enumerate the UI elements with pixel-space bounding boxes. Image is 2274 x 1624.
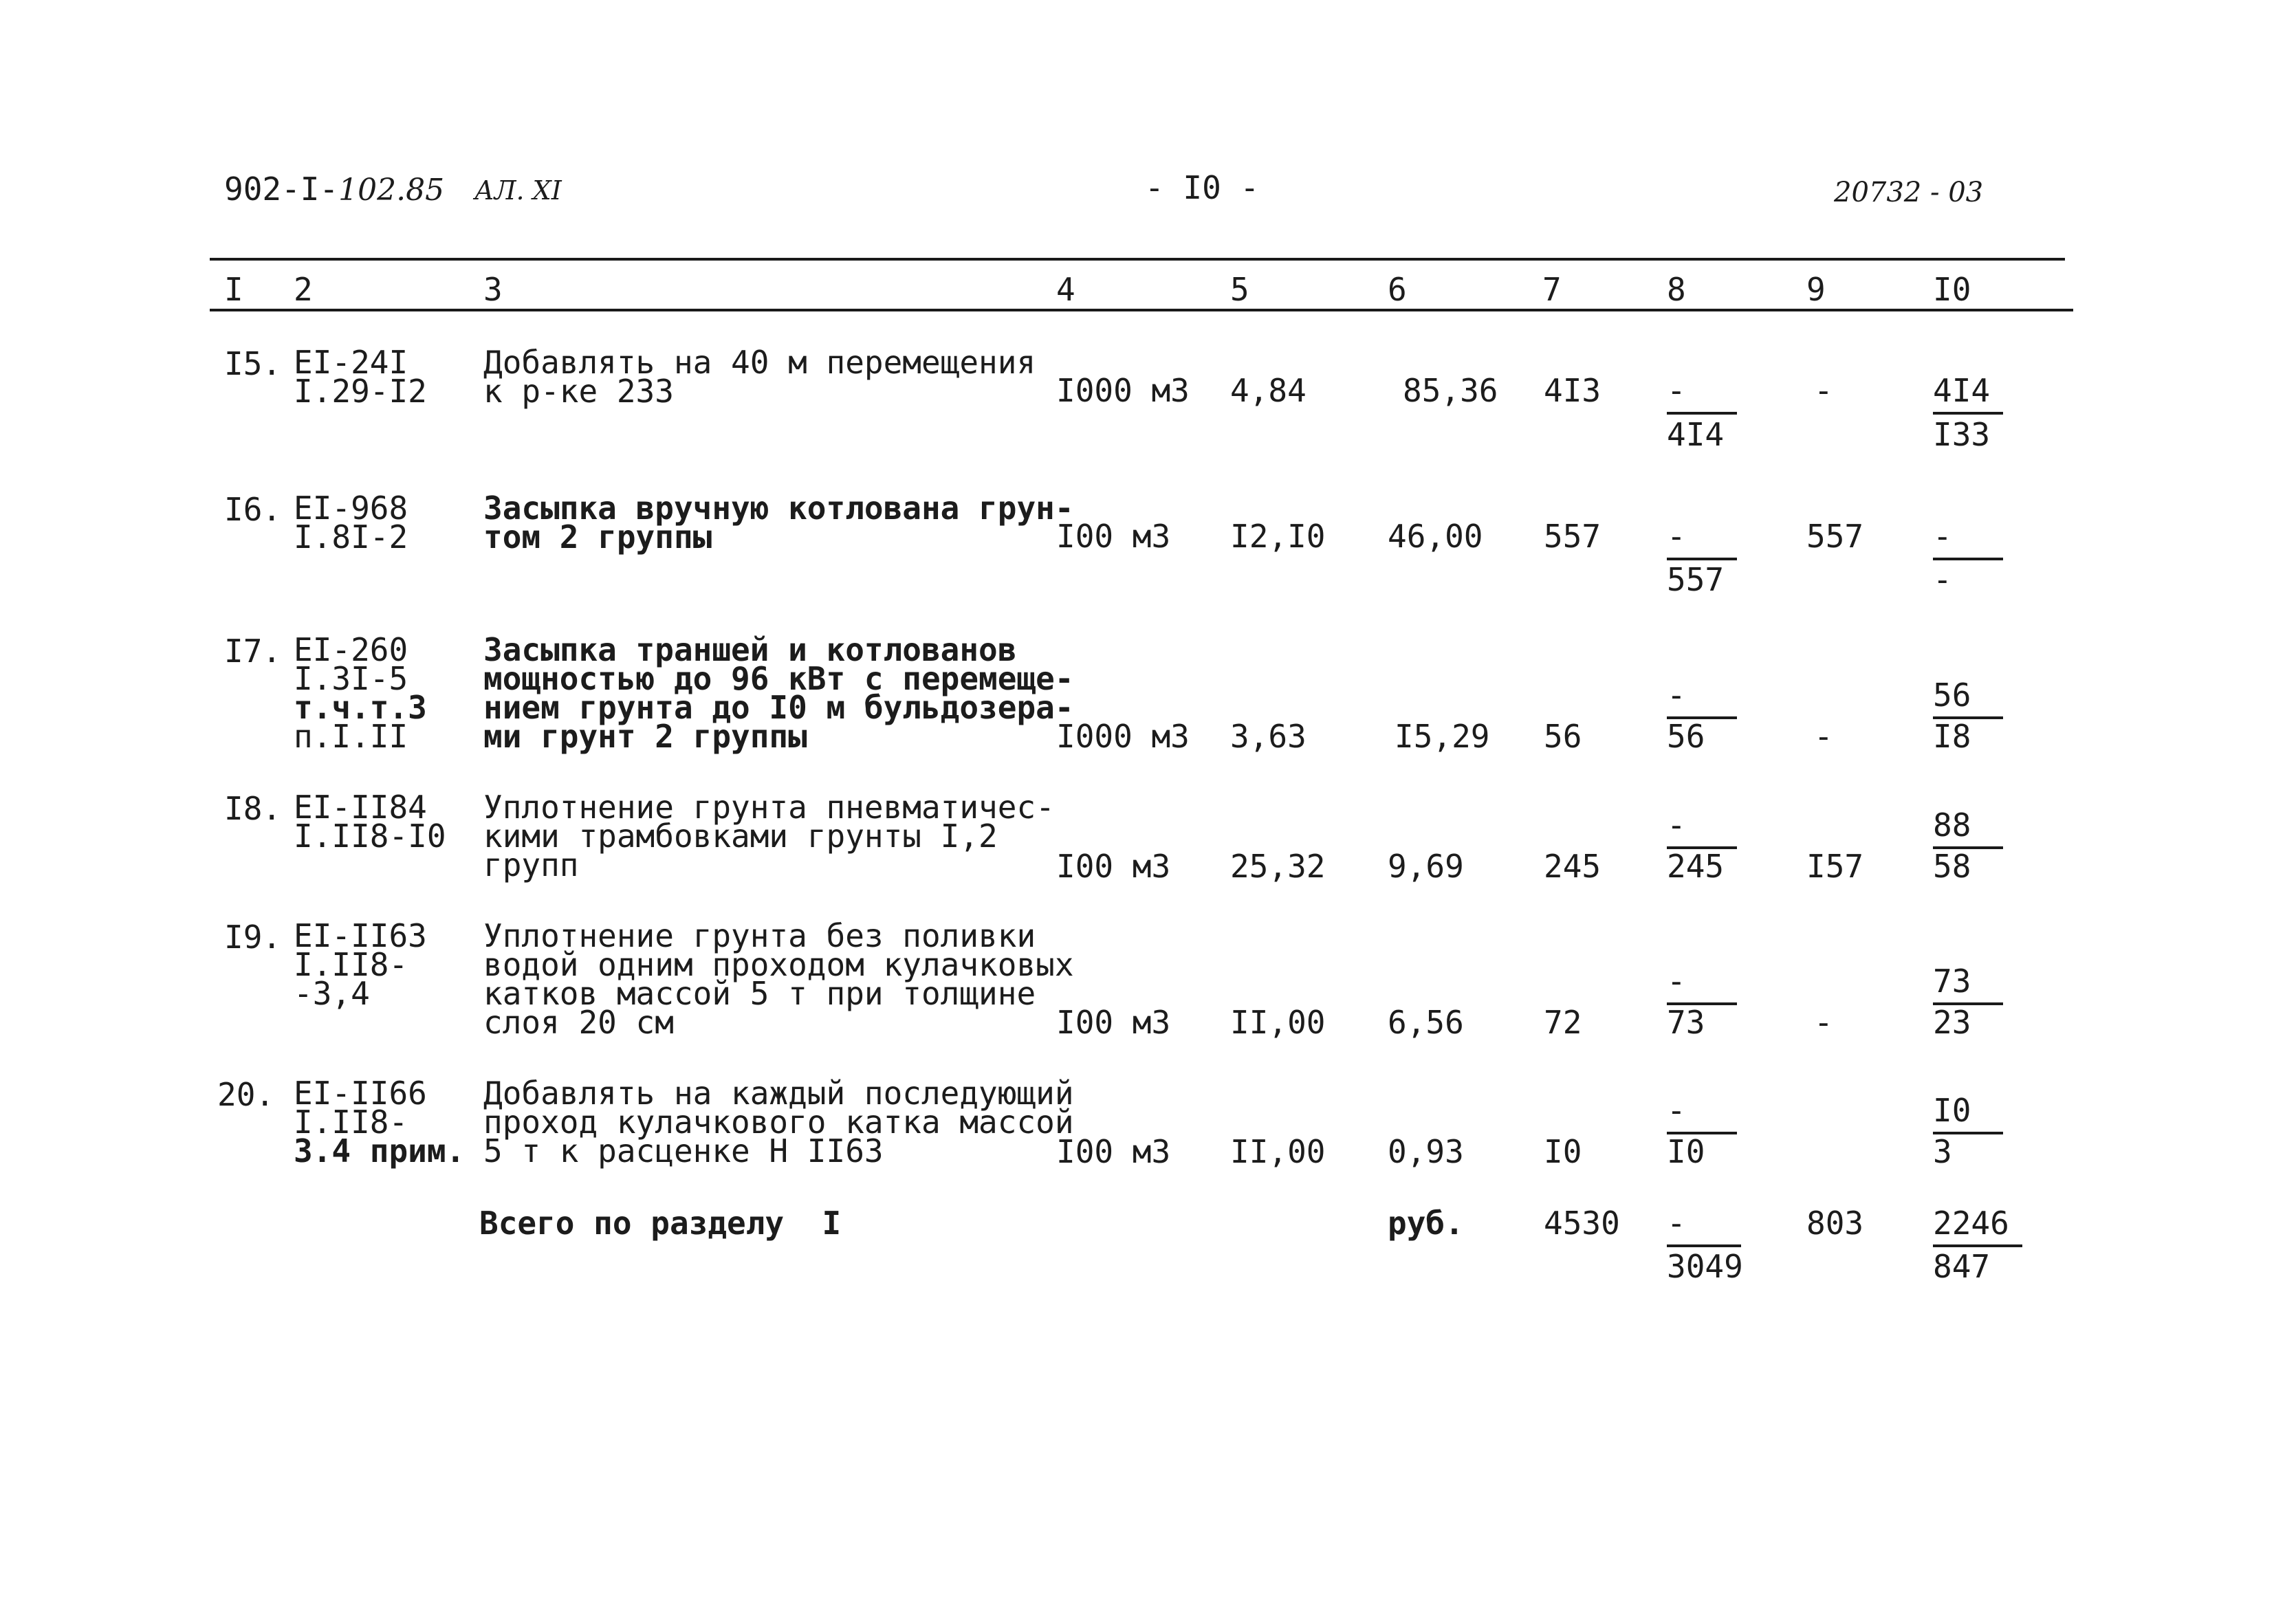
summary-col10-top: 2246: [1933, 1207, 2022, 1247]
page-number: - I0 -: [1145, 169, 1260, 206]
document-number: [224, 173, 444, 206]
unit-price-cell: 9,69: [1388, 848, 1464, 885]
col10-top: I0: [1933, 1095, 2003, 1134]
total-cost-cell: 72: [1544, 1004, 1582, 1041]
work-description: Засыпка траншей и котлованов мощностью до 96 кВт с перемеще- нием грунта до I0 м бульдозера- ми грунт 2 группы: [483, 631, 1074, 755]
quantity-cell: II,00: [1230, 1133, 1326, 1170]
col10-bottom: -: [1933, 561, 1952, 598]
col8-top: -: [1667, 375, 1737, 415]
col10-bottom: I8: [1933, 718, 1971, 755]
quantity-cell: 25,32: [1230, 848, 1326, 885]
quantity-cell: 3,63: [1230, 718, 1307, 755]
col10-bottom: 3: [1933, 1133, 1952, 1170]
unit-cell: I000 м3: [1056, 372, 1190, 409]
column-header: 9: [1806, 271, 1826, 308]
summary-col9: 803: [1806, 1205, 1864, 1242]
summary-col8-top: -: [1667, 1207, 1741, 1247]
col8-top: -: [1667, 1095, 1737, 1134]
quantity-cell: 4,84: [1230, 372, 1307, 409]
quantity-cell: I2,I0: [1230, 518, 1326, 555]
unit-price-cell: 85,36: [1403, 372, 1498, 409]
header-bottom-rule: [210, 309, 2073, 311]
col10-bottom: 23: [1933, 1004, 1971, 1041]
column-header: 3: [483, 271, 503, 308]
row-number: 20.: [217, 1076, 275, 1113]
col10-top: -: [1933, 520, 2003, 560]
col8-bottom: I0: [1667, 1133, 1705, 1170]
handwritten-project-code: 20732 - 03: [1834, 177, 1984, 208]
col9-cell: I57: [1806, 848, 1864, 885]
col10-top: 73: [1933, 965, 2003, 1005]
total-cost-cell: 56: [1544, 718, 1582, 755]
total-cost-cell: I0: [1544, 1133, 1582, 1170]
column-header: I: [224, 271, 243, 308]
rate-code: EI-260: [294, 631, 408, 668]
col10-top: 4I4: [1933, 375, 2003, 415]
unit-cell: I00 м3: [1056, 848, 1171, 885]
row-number: I5.: [224, 345, 282, 382]
column-header: 7: [1542, 271, 1562, 308]
rate-code: EI-II66: [294, 1075, 427, 1112]
work-description: Уплотнение грунта пневматичес- кими трамбовками грунты I,2 групп: [483, 789, 1055, 884]
col8-top: -: [1667, 520, 1737, 560]
column-header: 8: [1667, 271, 1686, 308]
total-cost-cell: 245: [1544, 848, 1601, 885]
row-number: I9.: [224, 919, 282, 956]
total-cost-cell: 557: [1544, 518, 1601, 555]
col8-bottom: 557: [1667, 561, 1725, 598]
doc-number-prefix: 902-I-: [224, 171, 339, 208]
col8-bottom: 56: [1667, 718, 1705, 755]
col8-top: -: [1667, 965, 1737, 1005]
rate-code: п.I.II: [294, 718, 408, 755]
col8-top: -: [1667, 809, 1737, 849]
summary-total: 4530: [1544, 1205, 1620, 1242]
total-cost-cell: 4I3: [1544, 372, 1601, 409]
unit-cell: I00 м3: [1056, 518, 1171, 555]
col8-bottom: 245: [1667, 848, 1725, 885]
rate-code: I.29-I2: [294, 373, 427, 410]
handwritten-series: 102.85: [338, 173, 445, 208]
col10-bottom: 58: [1933, 848, 1971, 885]
unit-price-cell: 6,56: [1388, 1004, 1464, 1041]
rate-code: 3.4 прим.: [294, 1132, 466, 1170]
rate-code: EI-II84: [294, 789, 427, 826]
rate-code: I.II8-: [294, 946, 408, 983]
summary-col10-bottom: 847: [1933, 1248, 1991, 1285]
row-number: I7.: [224, 633, 282, 670]
work-description: Добавлять на 40 м перемещения к р-ке 233: [483, 344, 1036, 410]
unit-price-cell: 0,93: [1388, 1133, 1464, 1170]
rate-code: EI-II63: [294, 917, 427, 954]
unit-price-cell: I5,29: [1395, 718, 1490, 755]
unit-cell: I00 м3: [1056, 1133, 1171, 1170]
summary-unit: руб.: [1388, 1205, 1464, 1242]
rate-code: I.3I-5: [294, 660, 408, 697]
summary-col8-bottom: 3049: [1667, 1248, 1743, 1285]
unit-price-cell: 46,00: [1388, 518, 1483, 555]
column-header: 5: [1230, 271, 1249, 308]
column-header: 4: [1056, 271, 1075, 308]
summary-label: Всего по разделу I: [479, 1205, 842, 1242]
column-header: I0: [1933, 271, 1971, 308]
work-description: Добавлять на каждый последующий проход кулачкового катка массой 5 т к расценке Н II63: [483, 1075, 1074, 1170]
col10-top: 56: [1933, 679, 2003, 719]
col9-cell: -: [1814, 718, 1833, 755]
row-number: I6.: [224, 491, 282, 528]
col10-bottom: I33: [1933, 416, 1991, 453]
col9-cell: 557: [1806, 518, 1864, 555]
column-header: 6: [1388, 271, 1407, 308]
column-header: 2: [294, 271, 313, 308]
col8-bottom: 73: [1667, 1004, 1705, 1041]
rate-code: I.II8-I0: [294, 818, 446, 855]
rate-code: EI-24I: [294, 344, 408, 381]
unit-cell: I000 м3: [1056, 718, 1190, 755]
work-description: Уплотнение грунта без поливки водой одним проходом кулачковых катков массой 5 т при толщине слоя 20 см: [483, 917, 1074, 1041]
rate-code: т.ч.т.3: [294, 689, 427, 726]
rate-code: -3,4: [294, 975, 370, 1012]
rate-code: I.II8-: [294, 1104, 408, 1141]
col8-top: -: [1667, 679, 1737, 719]
rate-code: EI-968: [294, 490, 408, 527]
work-description: Засыпка вручную котлована грун- том 2 группы: [483, 490, 1074, 556]
col9-cell: -: [1814, 372, 1833, 409]
handwritten-sheet-mark: АЛ. XI: [474, 175, 562, 206]
row-number: I8.: [224, 790, 282, 827]
header-top-rule: [210, 258, 2065, 261]
unit-cell: I00 м3: [1056, 1004, 1171, 1041]
col9-cell: -: [1814, 1004, 1833, 1041]
rate-code: I.8I-2: [294, 518, 408, 556]
col10-top: 88: [1933, 809, 2003, 849]
quantity-cell: II,00: [1230, 1004, 1326, 1041]
col8-bottom: 4I4: [1667, 416, 1725, 453]
